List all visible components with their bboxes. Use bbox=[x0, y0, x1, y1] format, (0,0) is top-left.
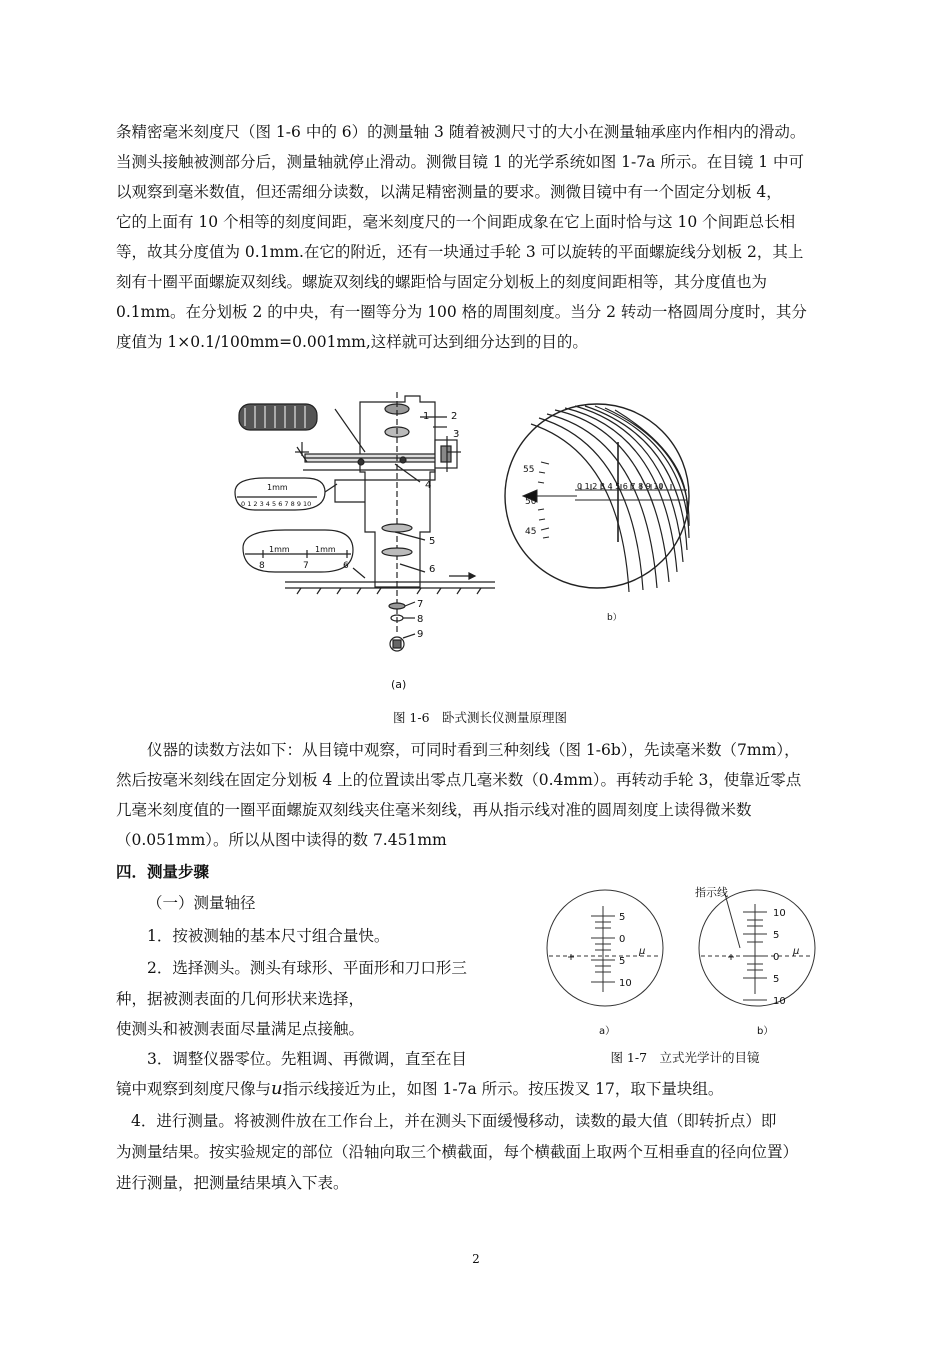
circle-scale-45: 45 bbox=[525, 527, 537, 537]
circle-scale-55: 55 bbox=[523, 465, 535, 475]
fig17-subfigure-a-label: a） bbox=[599, 1026, 616, 1037]
text-line: 0.1mm。在分划板 2 的中央，有一圈等分为 100 格的周围刻度。当分 2 转动一格圆周分度时，其分 bbox=[116, 303, 807, 321]
text-line: 刻有十圈平面螺旋双刻线。螺旋双刻线的螺距恰与固定分划板上的刻度间距相等，其分度值也为 bbox=[116, 273, 768, 291]
step-4-line-1: 4．进行测量。将被测件放在工作台上，并在测头下面缓慢移动，读数的最大值（即转折点）即 bbox=[131, 1112, 777, 1130]
text-line: 等，故其分度值为 0.1mm.在它的附近，还有一块通过手轮 3 可以旋转的平面螺旋线分划板 2，其上 bbox=[116, 243, 804, 261]
bubble1-mm-label: 1mm bbox=[267, 483, 288, 492]
b-tick-10-bottom: 10 bbox=[773, 996, 786, 1007]
step-2-line-2: 种，据被测表面的几何形状来选择， bbox=[116, 990, 365, 1008]
a-tick-5-bottom: 5 bbox=[619, 956, 626, 967]
text-line: 条精密毫米刻度尺（图 1-6 中的 6）的测量轴 3 随着被测尺寸的大小在测量轴承座内作相内的滑动。 bbox=[116, 123, 806, 141]
fixed-reticle-scale-digits: 0 1 2 3 4 5 6 7 8 9 10 bbox=[577, 482, 664, 491]
fig17-subfigure-b-label: b） bbox=[757, 1026, 774, 1037]
bubble2-tick-6: 6 bbox=[343, 561, 349, 571]
a-mu-label: μ bbox=[639, 946, 646, 957]
figure-1-7-caption: 图 1-7 立式光学计的目镜 bbox=[610, 1050, 760, 1065]
subfigure-a-label: (a) bbox=[391, 678, 407, 691]
figure-1-7 bbox=[535, 882, 835, 1042]
text-line: 它的上面有 10 个相等的刻度间距，毫米刻度尺的一个间距成象在它上面时恰与这 10 个间距总长相 bbox=[116, 213, 796, 231]
figure-1-6-caption: 图 1-6 卧式测长仪测量原理图 bbox=[392, 710, 568, 725]
circle-scale-50: 50 bbox=[525, 497, 537, 507]
label-4: 4 bbox=[425, 480, 432, 491]
bubble1-scale-digits: 0 1 2 3 4 5 6 7 8 9 10 bbox=[241, 500, 312, 508]
label-3: 3 bbox=[453, 429, 460, 440]
text-line: （0.051mm）。所以从图中读得的数 7.451mm bbox=[116, 831, 447, 849]
bubble2-mm-label-b: 1mm bbox=[315, 545, 336, 554]
b-tick-5-top: 5 bbox=[773, 930, 780, 941]
a-tick-5-top: 5 bbox=[619, 912, 626, 923]
fig16a-labels bbox=[241, 411, 459, 691]
text-line: 仪器的读数方法如下：从目镜中观察，可同时看到三种刻线（图 1-6b），先读毫米数（7mm）， bbox=[147, 741, 800, 759]
step-1: 1．按被测轴的基本尺寸组合量快。 bbox=[147, 927, 390, 945]
b-mu-label: μ bbox=[793, 946, 800, 957]
eyepiece-view-a bbox=[547, 890, 663, 1006]
label-5: 5 bbox=[429, 536, 436, 547]
subfigure-b-label: b） bbox=[607, 613, 622, 623]
text-line: 几毫米刻度值的一圈平面螺旋双刻线夹住毫米刻线，再从指示线对准的圆周刻度上读得微米数 bbox=[116, 801, 752, 819]
section-heading: 四．测量步骤 bbox=[116, 863, 210, 881]
step-3-line-2 bbox=[116, 1074, 723, 1104]
text-line: 以观察到毫米数值，但还需细分读数，以满足精密测量的要求。测微目镜中有一个固定分划板 4， bbox=[116, 183, 782, 201]
b-tick-5-bottom: 5 bbox=[773, 974, 780, 985]
label-1: 1 bbox=[423, 411, 430, 422]
bubble2-tick-8: 8 bbox=[259, 561, 265, 571]
a-tick-10: 10 bbox=[619, 978, 632, 989]
figure-1-6 bbox=[225, 392, 715, 698]
label-6: 6 bbox=[429, 564, 436, 575]
u-symbol: u bbox=[271, 1078, 283, 1099]
b-tick-0: 0 bbox=[773, 952, 780, 963]
bubble2-mm-label-a: 1mm bbox=[269, 545, 290, 554]
b-tick-10-top: 10 bbox=[773, 908, 786, 919]
a-tick-0: 0 bbox=[619, 934, 626, 945]
label-2: 2 bbox=[451, 411, 458, 422]
label-9: 9 bbox=[417, 629, 424, 640]
step-2-line-1: 2．选择测头。测头有球形、平面形和刀口形三 bbox=[147, 959, 467, 977]
step-3-text-pre: 镜中观察到刻度尺像与 bbox=[116, 1080, 272, 1098]
fig16b-labels bbox=[523, 465, 664, 623]
step-3-line-1: 3．调整仪器零位。先粗调、再微调，直至在目 bbox=[147, 1050, 467, 1068]
sub-heading: （一）测量轴径 bbox=[147, 894, 256, 912]
text-line: 度值为 1×0.1/100mm=0.001mm,这样就可达到细分达到的目的。 bbox=[116, 333, 588, 351]
step-4-line-2: 为测量结果。按实验规定的部位（沿轴向取三个横截面，每个横截面上取两个互相垂直的径向位置） bbox=[116, 1143, 799, 1161]
bubble2-tick-7: 7 bbox=[303, 561, 309, 571]
label-8: 8 bbox=[417, 614, 424, 625]
pointer-line-label: 指示线 bbox=[695, 886, 728, 899]
text-line: 当测头接触被测部分后，测量轴就停止滑动。测微目镜 1 的光学系统如图 1-7a 所示。在目镜 1 中可 bbox=[116, 153, 804, 171]
label-7: 7 bbox=[417, 599, 424, 610]
page-number: 2 bbox=[472, 1252, 480, 1266]
step-4-line-3: 进行测量，把测量结果填入下表。 bbox=[116, 1174, 349, 1192]
text-line: 然后按毫米刻线在固定分划板 4 上的位置读出零点几毫米数（0.4mm）。再转动手轮 3，使靠近零点 bbox=[116, 771, 802, 789]
step-3-text-post: 指示线接近为止，如图 1-7a 所示。按压拨叉 17，取下量块组。 bbox=[282, 1080, 724, 1098]
step-2-line-3: 使测头和被测表面尽量满足点接触。 bbox=[116, 1020, 365, 1038]
